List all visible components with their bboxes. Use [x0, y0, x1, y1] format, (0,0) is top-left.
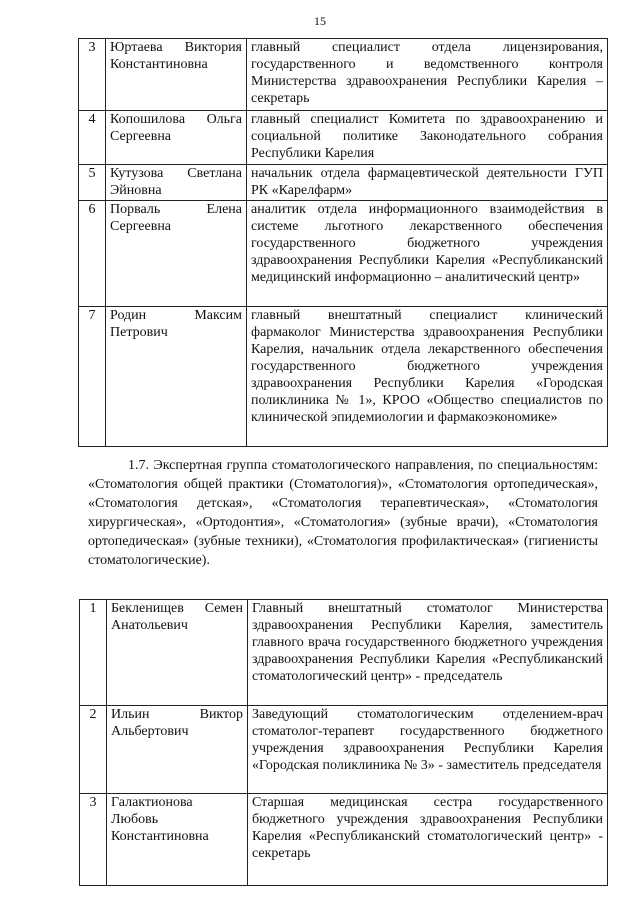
table-row: [79, 39, 608, 111]
member-name: Кутузова Светлана Эйновна: [106, 165, 247, 201]
member-role: аналитик отдела информационного взаимодействия в системе льготного лекарственного обеспечения государственного бюджетного учреждения здравоохранения Республики Карелия «Республиканский медицинский информационно – аналитический центр»: [247, 201, 608, 307]
table-row: [80, 600, 608, 706]
section-1-7: [88, 456, 598, 570]
member-role: Заведующий стоматологическим отделением-врач стоматолог-терапевт государственного бюджетного учреждения здравоохранения Республики Карелия «Городская поликлиника № 3» - заместитель председателя: [248, 706, 608, 794]
member-name: Ильин Виктор Альбертович: [107, 706, 248, 794]
table-row: [79, 307, 608, 447]
member-role: начальник отдела фармацевтической деятельности ГУП РК «Карелфарм»: [247, 165, 608, 201]
page-number: 15: [314, 14, 326, 28]
row-number: 2: [80, 706, 107, 794]
table-row: [79, 201, 608, 307]
row-number: 1: [80, 600, 107, 706]
member-name: Бекленищев Семен Анатольевич: [107, 600, 248, 706]
row-number: 3: [80, 794, 107, 886]
table-row: [79, 165, 608, 201]
member-name: Порваль Елена Сергеевна: [106, 201, 247, 307]
row-number: 7: [79, 307, 106, 447]
member-role: Главный внештатный стоматолог Министерства здравоохранения Республики Карелия, заместитель главного врача государственного бюджетного учреждения здравоохранения Республики Карелия «Республиканский стоматологический центр» - председатель: [248, 600, 608, 706]
member-role: главный специалист Комитета по здравоохранению и социальной политике Законодательного собрания Республики Карелия: [247, 111, 608, 165]
row-number: 3: [79, 39, 106, 111]
member-role: Старшая медицинская сестра государственного бюджетного учреждения здравоохранения Республики Карелия «Республиканский стоматологический центр» - секретарь: [248, 794, 608, 886]
row-number: 5: [79, 165, 106, 201]
row-number: 4: [79, 111, 106, 165]
member-name: Юртаева Виктория Константиновна: [106, 39, 247, 111]
member-role: главный внештатный специалист клинический фармаколог Министерства здравоохранения Республики Карелия, начальник отдела лекарственного обеспечения государственного бюджетного учреждения здравоохранения Республики Карелия «Городская поликлиника № 1», КРОО «Общество специалистов по клинической эпидемиологии и фармакоэкономике»: [247, 307, 608, 447]
row-number: 6: [79, 201, 106, 307]
table-row: [79, 111, 608, 165]
member-name: Галактионова Любовь Константиновна: [107, 794, 248, 886]
committee-table-bottom: [79, 599, 608, 886]
table-row: [80, 794, 608, 886]
member-name: Копошилова Ольга Сергеевна: [106, 111, 247, 165]
table-row: [80, 706, 608, 794]
committee-table-top: [78, 38, 608, 447]
member-role: главный специалист отдела лицензирования, государственного и ведомственного контроля Министерства здравоохранения Республики Карелия – секретарь: [247, 39, 608, 111]
member-name: Родин Максим Петрович: [106, 307, 247, 447]
section-paragraph: 1.7. Экспертная группа стоматологического направления, по специальностям: «Стоматология общей практики (Стоматология)», «Стоматология ортопедическая», «Стоматология детская», «Стоматология терапевтическая», «Стоматология хирургическая», «Ортодонтия», «Стоматология» (зубные врачи), «Стоматология ортопедическая» (зубные техники), «Стоматология профилактическая» (гигиенисты стоматологические).: [88, 458, 598, 568]
